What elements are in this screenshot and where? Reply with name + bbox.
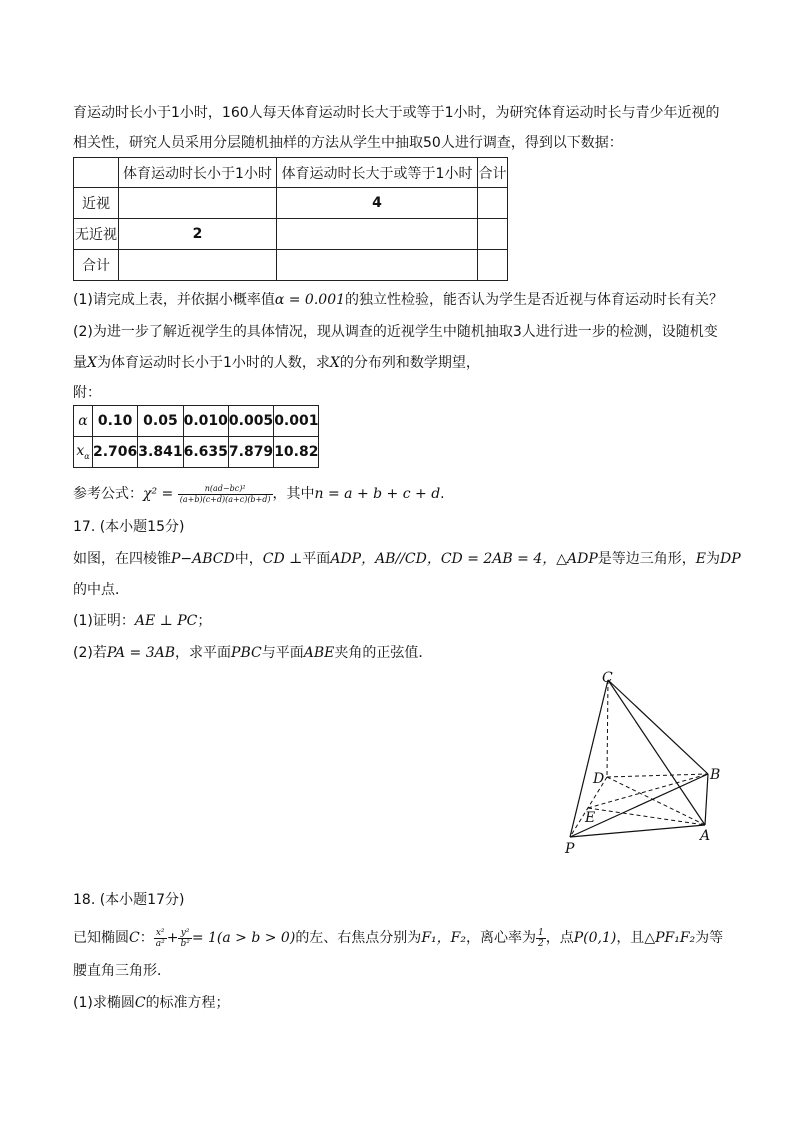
text: (1)求椭圆 — [73, 995, 135, 1011]
x-label: x — [76, 443, 85, 460]
table-header-cell: 体育运动时长小于1小时 — [119, 158, 277, 188]
text: 中， — [234, 551, 263, 567]
math: C — [129, 930, 140, 946]
table-row — [74, 437, 319, 468]
table-cell — [119, 188, 277, 219]
table-cell — [478, 188, 508, 219]
table-cell — [74, 437, 93, 468]
survey-table — [73, 157, 508, 281]
text: ，离心率为 — [465, 930, 536, 946]
table-cell: 0.010 — [183, 406, 228, 437]
table-cell: 无近视 — [74, 219, 119, 250]
fraction-numerator: n(ad−bc)² — [178, 484, 273, 495]
text: 是等边三角形， — [597, 551, 696, 567]
math: X — [87, 355, 97, 371]
math: PA = 3AB — [106, 645, 176, 661]
chi-square-fraction — [178, 484, 273, 505]
text: 与平面 — [261, 645, 304, 661]
table-header-row — [74, 158, 508, 188]
table-cell — [478, 250, 508, 281]
q18-line1 — [73, 924, 723, 952]
fraction-denominator: b² — [180, 938, 190, 949]
table-cell: 3.841 — [138, 437, 183, 468]
text: ，其中 — [272, 486, 315, 502]
q17-header: 17. (本小题15分) — [73, 519, 185, 535]
text: 已知椭圆 — [73, 930, 129, 946]
intro-line-2: 相关性，研究人员采用分层随机抽样的方法从学生中抽取50人进行调查，得到以下数据： — [73, 135, 623, 151]
edge-ea — [588, 808, 705, 825]
table-cell: 0.005 — [228, 406, 273, 437]
math: F₁，F₂ — [421, 930, 466, 946]
text: ，且 — [616, 930, 645, 946]
label-c: C — [602, 670, 613, 686]
text: (1)请完成上表，并依据小概率值 — [73, 292, 275, 308]
math: PBC — [231, 645, 262, 661]
text: ，点 — [545, 930, 574, 946]
fraction-numerator: 1 — [537, 927, 544, 938]
y-fraction — [178, 928, 191, 949]
table-row — [74, 188, 508, 219]
math: P−ABCD — [171, 551, 235, 567]
text: 如图，在四棱锥 — [73, 551, 171, 567]
math: E — [695, 551, 707, 567]
math: AE ⊥ PC — [134, 613, 198, 629]
table-cell: 2 — [119, 219, 277, 250]
text: 为 — [706, 551, 721, 567]
edge-pb — [570, 774, 708, 837]
math: χ² = — [143, 486, 174, 502]
table-cell — [277, 219, 478, 250]
text: 的独立性检验，能否认为学生是否近视与体育运动时长有关？ — [345, 292, 724, 308]
table-cell: 0.05 — [138, 406, 183, 437]
text: 为等 — [695, 930, 724, 946]
text: 为体育运动时长小于1小时的人数，求 — [96, 355, 330, 371]
table-row — [74, 250, 508, 281]
math: △PF₁F₂ — [644, 930, 696, 946]
math: C — [134, 995, 146, 1011]
edge-pa — [570, 825, 705, 837]
table-cell: 2.706 — [93, 437, 138, 468]
math: α = 0.001 — [274, 292, 346, 308]
text: . — [440, 486, 445, 502]
text: 的分布列和数学期望， — [339, 355, 480, 371]
edge-cb — [608, 680, 708, 774]
pyramid-figure — [555, 662, 735, 862]
fraction-denominator: 2 — [537, 938, 544, 949]
table-cell: 0.001 — [274, 406, 319, 437]
table-cell: 合计 — [74, 250, 119, 281]
q17-line1 — [73, 549, 741, 569]
text: ； — [197, 613, 212, 629]
table-cell: α — [74, 406, 93, 437]
x-subscript: α — [84, 451, 90, 461]
text: 夹角的正弦值． — [334, 645, 433, 661]
q16-part2-line2 — [73, 353, 480, 373]
q18-part1 — [73, 993, 230, 1013]
table-cell: 4 — [277, 188, 478, 219]
edge-ca — [608, 680, 705, 825]
table-cell: 10.82 — [274, 437, 319, 468]
table-cell: 6.635 — [183, 437, 228, 468]
fraction-denominator: (a+b)(c+d)(a+c)(b+d) — [179, 494, 271, 504]
x-fraction — [154, 928, 167, 949]
math: ABE — [303, 645, 335, 661]
q17-line2: 的中点． — [73, 582, 129, 598]
table-cell: 7.879 — [228, 437, 273, 468]
q16-part2-line1: (2)为进一步了解近视学生的具体情况，现从调查的近视学生中随机抽取3人进行进一步的检测，设随机变 — [73, 324, 718, 340]
table-cell — [277, 250, 478, 281]
math: P(0,1) — [573, 930, 617, 946]
table-cell — [119, 250, 277, 281]
math: + — [166, 930, 179, 946]
text: 量 — [73, 355, 87, 371]
edge-db — [607, 774, 708, 777]
eccentricity-fraction — [536, 928, 546, 949]
math: n = a + b + c + d — [314, 486, 441, 502]
fraction-numerator: x² — [154, 928, 167, 939]
q17-part1 — [73, 611, 211, 631]
table-cell — [478, 219, 508, 250]
text: ： — [139, 930, 154, 946]
appendix-label: 附： — [73, 385, 101, 401]
text: 平面 — [302, 551, 331, 567]
label-d: D — [593, 771, 605, 787]
table-cell: 0.10 — [93, 406, 138, 437]
q17-part2 — [73, 643, 432, 663]
math: DP — [720, 551, 741, 567]
text: 的左、右焦点分别为 — [295, 930, 422, 946]
math: X — [329, 355, 340, 371]
math: ADP，AB//CD，CD = 2AB = 4，△ADP — [330, 551, 598, 567]
table-header-cell: 合计 — [478, 158, 508, 188]
edge-da — [607, 777, 705, 825]
edge-cd — [607, 680, 608, 777]
table-header-cell — [74, 158, 119, 188]
math: = 1(a > b > 0) — [191, 930, 296, 946]
critical-value-table — [73, 405, 319, 468]
label-a: A — [700, 828, 711, 844]
text: 参考公式： — [73, 486, 143, 502]
text: (2)若 — [73, 645, 107, 661]
fraction-denominator: a² — [155, 938, 165, 949]
table-row — [74, 406, 319, 437]
table-cell: 近视 — [74, 188, 119, 219]
q18-header: 18. (本小题17分) — [73, 892, 185, 908]
text: 的标准方程； — [145, 995, 230, 1011]
text: ，求平面 — [175, 645, 232, 661]
table-row — [74, 219, 508, 250]
label-p: P — [565, 841, 575, 857]
fraction-numerator: y² — [178, 928, 191, 939]
math: CD ⊥ — [262, 551, 303, 567]
table-header-cell: 体育运动时长大于或等于1小时 — [277, 158, 478, 188]
text: (1)证明： — [73, 613, 135, 629]
reference-formula — [73, 482, 445, 506]
label-e: E — [585, 810, 596, 826]
q18-line2: 腰直角三角形． — [73, 963, 171, 979]
q16-part1 — [73, 290, 723, 310]
intro-line-1: 育运动时长小于1小时，160人每天体育运动时长大于或等于1小时，为研究体育运动时长与青少年近视的 — [73, 105, 720, 121]
label-b: B — [710, 767, 721, 783]
edge-ba — [705, 774, 708, 825]
